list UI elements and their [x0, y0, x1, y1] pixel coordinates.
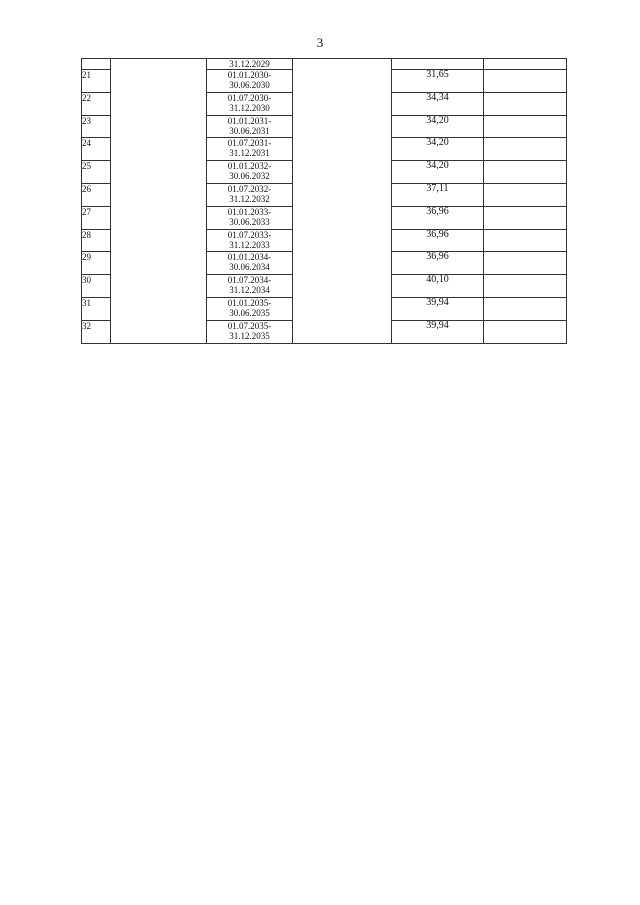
- row-number: 28: [82, 229, 111, 252]
- period-cell: [207, 229, 293, 252]
- period-end: 31.12.2032: [229, 193, 270, 204]
- row-number: 29: [82, 252, 111, 275]
- period-cell: [207, 183, 293, 206]
- row-number: 27: [82, 206, 111, 229]
- row-number-cell: [82, 59, 111, 70]
- period-cell: [207, 115, 293, 138]
- period-cell: [207, 206, 293, 229]
- extra-cell: [484, 161, 567, 184]
- period-start: 01.07.2030-: [227, 92, 272, 103]
- period-start: 01.01.2033-: [227, 206, 272, 217]
- period-start: 01.01.2032-: [227, 161, 272, 172]
- period-cell: [207, 252, 293, 275]
- table-row-continuation: [82, 59, 567, 70]
- period-start: 01.07.2034-: [227, 275, 272, 286]
- period-end: 30.06.2033: [229, 216, 270, 227]
- period-start: 01.07.2031-: [227, 138, 272, 149]
- row-number: 24: [82, 138, 111, 161]
- extra-cell: [484, 59, 567, 70]
- period-cell: [207, 138, 293, 161]
- row-number: 30: [82, 275, 111, 298]
- period-end: 30.06.2034: [229, 262, 270, 273]
- value-cell: 36,96: [392, 252, 484, 275]
- period-start: 01.01.2034-: [227, 252, 272, 263]
- period-end: 31.12.2031: [229, 148, 270, 159]
- value-cell: 36,96: [392, 206, 484, 229]
- indicator-cell: [293, 59, 392, 344]
- value-cell: 34,20: [392, 138, 484, 161]
- period-start: 01.07.2035-: [227, 320, 272, 331]
- value-cell: 34,34: [392, 92, 484, 115]
- row-number: 25: [82, 161, 111, 184]
- extra-cell: [484, 275, 567, 298]
- row-number: 32: [82, 320, 111, 343]
- extra-cell: [484, 138, 567, 161]
- period-end: 31.12.2035: [229, 330, 270, 341]
- period-cell: [207, 161, 293, 184]
- period-end: 31.12.2034: [229, 285, 270, 296]
- value-cell: 37,11: [392, 183, 484, 206]
- period-start: 01.07.2032-: [227, 183, 272, 194]
- period-start: 01.01.2035-: [227, 297, 272, 308]
- extra-cell: [484, 92, 567, 115]
- extra-cell: [484, 229, 567, 252]
- extra-cell: [484, 252, 567, 275]
- period-cell: [207, 59, 293, 70]
- period-end: 30.06.2035: [229, 307, 270, 318]
- extra-cell: [484, 297, 567, 320]
- value-cell: 40,10: [392, 275, 484, 298]
- row-number: 31: [82, 297, 111, 320]
- value-cell: 39,94: [392, 297, 484, 320]
- period-cell: [207, 320, 293, 343]
- period-start: 01.07.2033-: [227, 229, 272, 240]
- row-number: 26: [82, 183, 111, 206]
- period-cell: [207, 92, 293, 115]
- period-end: 31.12.2029: [229, 59, 270, 69]
- tariff-table-body: [82, 59, 567, 344]
- page-number: 3: [316, 35, 324, 50]
- tariff-table: [81, 58, 567, 344]
- extra-cell: [484, 70, 567, 93]
- period-cell: [207, 70, 293, 93]
- value-cell: 39,94: [392, 320, 484, 343]
- period-start: 01.01.2030-: [227, 70, 272, 80]
- value-cell: 36,96: [392, 229, 484, 252]
- period-end: 31.12.2033: [229, 239, 270, 250]
- value-cell: 31,65: [392, 70, 484, 93]
- period-cell: [207, 275, 293, 298]
- row-number: 23: [82, 115, 111, 138]
- organization-cell: [111, 59, 207, 344]
- extra-cell: [484, 320, 567, 343]
- extra-cell: [484, 115, 567, 138]
- period-end: 30.06.2030: [229, 80, 270, 90]
- extra-cell: [484, 206, 567, 229]
- row-number: 22: [82, 92, 111, 115]
- value-cell: [392, 59, 484, 70]
- extra-cell: [484, 183, 567, 206]
- period-start: 01.01.2031-: [227, 115, 272, 126]
- value-cell: 34,20: [392, 115, 484, 138]
- row-number: 21: [82, 70, 111, 93]
- period-end: 30.06.2032: [229, 171, 270, 182]
- period-cell: [207, 297, 293, 320]
- period-end: 31.12.2030: [229, 102, 270, 113]
- value-cell: 34,20: [392, 161, 484, 184]
- period-end: 30.06.2031: [229, 125, 270, 136]
